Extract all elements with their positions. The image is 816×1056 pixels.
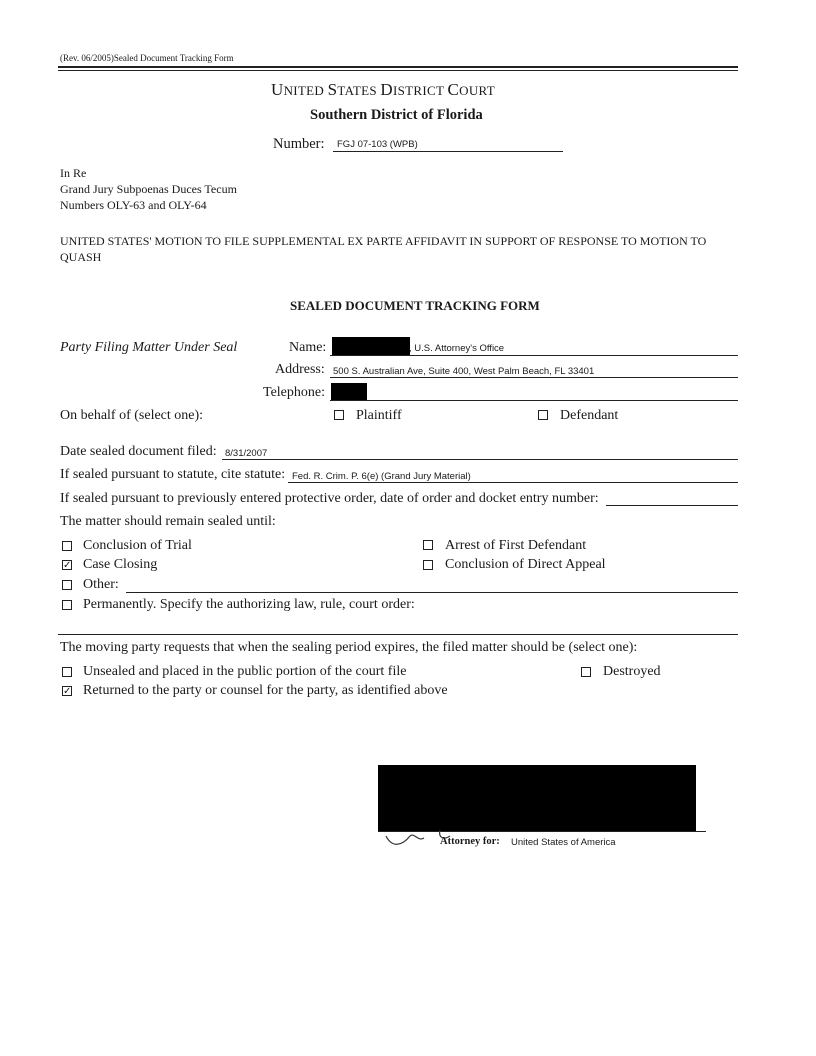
returned-checkbox[interactable]: ✓ bbox=[63, 686, 72, 697]
motion-title: UNITED STATES' MOTION TO FILE SUPPLEMENTAL EX PARTE AFFIDAVIT IN SUPPORT OF RESPONSE TO MOTION TO QUASH bbox=[60, 234, 707, 264]
header-rule-top bbox=[58, 66, 738, 68]
court-name: UNITED STATES DISTRICT COURT bbox=[271, 80, 495, 99]
case-number-value: FGJ 07-103 (WPB) bbox=[337, 139, 418, 150]
case-number-line bbox=[333, 151, 563, 152]
authorization-line bbox=[58, 634, 738, 635]
other-label: Other: bbox=[83, 577, 119, 592]
unsealed-checkbox[interactable] bbox=[62, 667, 72, 677]
plaintiff-checkbox[interactable] bbox=[334, 410, 344, 420]
protective-order-label: If sealed pursuant to previously entered protective order, date of order and docket entry number: bbox=[60, 491, 599, 506]
arrest-first-checkbox[interactable] bbox=[423, 540, 433, 550]
on-behalf-label: On behalf of (select one): bbox=[60, 408, 204, 423]
destroyed-checkbox[interactable] bbox=[581, 667, 591, 677]
date-filed-value: 8/31/2007 bbox=[225, 448, 268, 459]
destroyed-label: Destroyed bbox=[603, 664, 661, 679]
protective-order-line bbox=[606, 505, 738, 506]
attorney-for-value: United States of America bbox=[511, 837, 616, 848]
name-value: , U.S. Attorney's Office bbox=[409, 343, 505, 354]
expires-label: The moving party requests that when the sealing period expires, the filed matter should be (select one): bbox=[60, 640, 638, 655]
caption-numbers: Numbers OLY-63 and OLY-64 bbox=[60, 198, 207, 212]
statute-value: Fed. R. Crim. P. 6(e) (Grand Jury Material) bbox=[292, 471, 471, 482]
defendant-checkbox[interactable] bbox=[538, 410, 548, 420]
telephone-label: Telephone: bbox=[263, 385, 325, 400]
remain-sealed-label: The matter should remain sealed until: bbox=[60, 514, 276, 529]
address-value: 500 S. Australian Ave, Suite 400, West Palm Beach, FL 33401 bbox=[333, 366, 595, 377]
district-name: Southern District of Florida bbox=[310, 107, 483, 123]
telephone-line bbox=[330, 400, 738, 401]
form-title: SEALED DOCUMENT TRACKING FORM bbox=[290, 298, 540, 313]
redacted-telephone bbox=[331, 383, 367, 400]
conclusion-trial-label: Conclusion of Trial bbox=[83, 538, 192, 553]
caption-subpoenas: Grand Jury Subpoenas Duces Tecum bbox=[60, 182, 237, 196]
arrest-first-label: Arrest of First Defendant bbox=[445, 538, 587, 553]
date-filed-label: Date sealed document filed: bbox=[60, 444, 217, 459]
case-number-label: Number: bbox=[273, 136, 325, 152]
statute-label: If sealed pursuant to statute, cite statute: bbox=[60, 467, 286, 482]
returned-label: Returned to the party or counsel for the party, as identified above bbox=[83, 683, 448, 698]
direct-appeal-label: Conclusion of Direct Appeal bbox=[445, 557, 606, 572]
address-label: Address: bbox=[275, 362, 325, 377]
attorney-for-label: Attorney for: bbox=[440, 836, 500, 847]
direct-appeal-checkbox[interactable] bbox=[423, 560, 433, 570]
party-filing-label: Party Filing Matter Under Seal bbox=[60, 340, 238, 355]
other-checkbox[interactable] bbox=[62, 580, 72, 590]
caption-in-re: In Re bbox=[60, 166, 87, 180]
case-closing-label: Case Closing bbox=[83, 557, 158, 572]
permanently-label: Permanently. Specify the authorizing law, rule, court order: bbox=[83, 597, 415, 612]
permanently-checkbox[interactable] bbox=[62, 600, 72, 610]
header-rule-bottom bbox=[58, 70, 738, 71]
name-label: Name: bbox=[289, 340, 327, 355]
conclusion-trial-checkbox[interactable] bbox=[62, 541, 72, 551]
other-line bbox=[126, 592, 738, 593]
name-line bbox=[330, 355, 738, 356]
redacted-name bbox=[332, 337, 410, 355]
statute-line bbox=[288, 482, 738, 483]
date-filed-line bbox=[222, 459, 738, 460]
unsealed-label: Unsealed and placed in the public portion of the court file bbox=[83, 664, 407, 679]
form-revision: (Rev. 06/2005)Sealed Document Tracking Form bbox=[60, 53, 234, 63]
case-closing-checkbox[interactable]: ✓ bbox=[63, 560, 72, 571]
defendant-label: Defendant bbox=[560, 408, 619, 423]
redacted-signature bbox=[378, 765, 696, 831]
plaintiff-label: Plaintiff bbox=[356, 408, 402, 423]
address-line bbox=[330, 377, 738, 378]
